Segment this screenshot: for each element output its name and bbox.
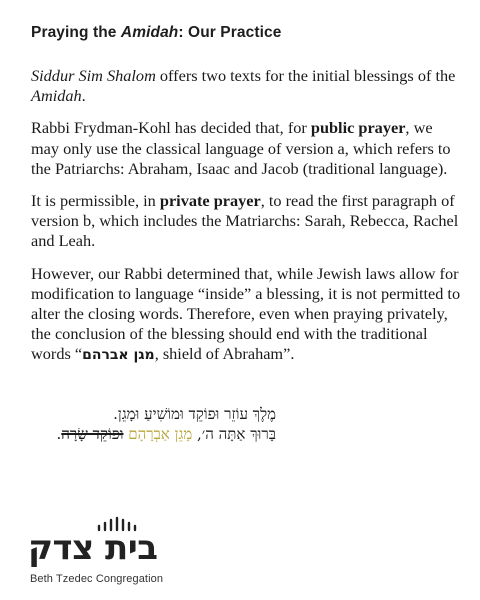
hebrew-struck-text: וּפוֹקֵד שָׂרָה	[61, 425, 124, 443]
paragraph-4	[31, 264, 463, 366]
p3-bold: private prayer	[159, 191, 261, 211]
p2-bold: public prayer	[310, 118, 406, 138]
logo-hebrew-text: בית צדק	[28, 528, 158, 568]
paragraph-1	[31, 66, 463, 106]
hebrew-blessing	[56, 404, 276, 444]
paragraph-2	[31, 118, 463, 179]
siddur-title: Siddur Sim Shalom	[31, 66, 156, 85]
p1-text2: .	[81, 86, 86, 106]
page-title	[31, 24, 281, 42]
hebrew-line-2-end: .	[56, 425, 62, 443]
p4-text1: However, our Rabbi determined that, while Jewish laws allow for modification to language “inside” a blessing, it is not permitted to alter the closing words. Therefore, even when praying privately, the conclusion of the blessing should end with the traditional words “	[31, 263, 461, 364]
p3-text2: , to read the first paragraph of version b, which includes the Matriarchs: Sarah, Rebecca, Rachel and Leah.	[31, 191, 459, 251]
hebrew-line-1: מֶלֶךְ עוֹזֵר וּפוֹקֵד וּמוֹשִׁיעַ וּמָגֵן.	[113, 405, 276, 423]
p3-text1: It is permissible, in	[31, 191, 160, 211]
p4-text2: , shield of Abraham”.	[154, 344, 295, 364]
title-italic: Amidah	[120, 24, 179, 41]
title-prefix: Praying the	[31, 24, 121, 41]
p2-text1: Rabbi Frydman-Kohl has decided that, for	[31, 118, 311, 138]
hebrew-gold-text: מָגֵן אַבְרָהָם	[128, 425, 193, 443]
p2-text2: , we may only use the classical language of version a, which refers to the Patriarchs: Abraham, Isaac and Jacob (traditional language).	[31, 118, 451, 178]
title-suffix: : Our Practice	[178, 24, 282, 41]
hebrew-line-2-start: בָּרוּךְ אַתָּה ה׳,	[192, 425, 276, 443]
logo-name: Beth Tzedec Congregation	[30, 573, 164, 585]
body-text	[31, 66, 463, 378]
p4-hebrew: מגן אברהם	[82, 347, 155, 364]
p1-amidah: Amidah	[31, 86, 82, 106]
hebrew-line-2	[56, 424, 276, 444]
p1-text1: offers two texts for the initial blessings of the	[155, 66, 456, 85]
paragraph-3	[31, 191, 463, 252]
